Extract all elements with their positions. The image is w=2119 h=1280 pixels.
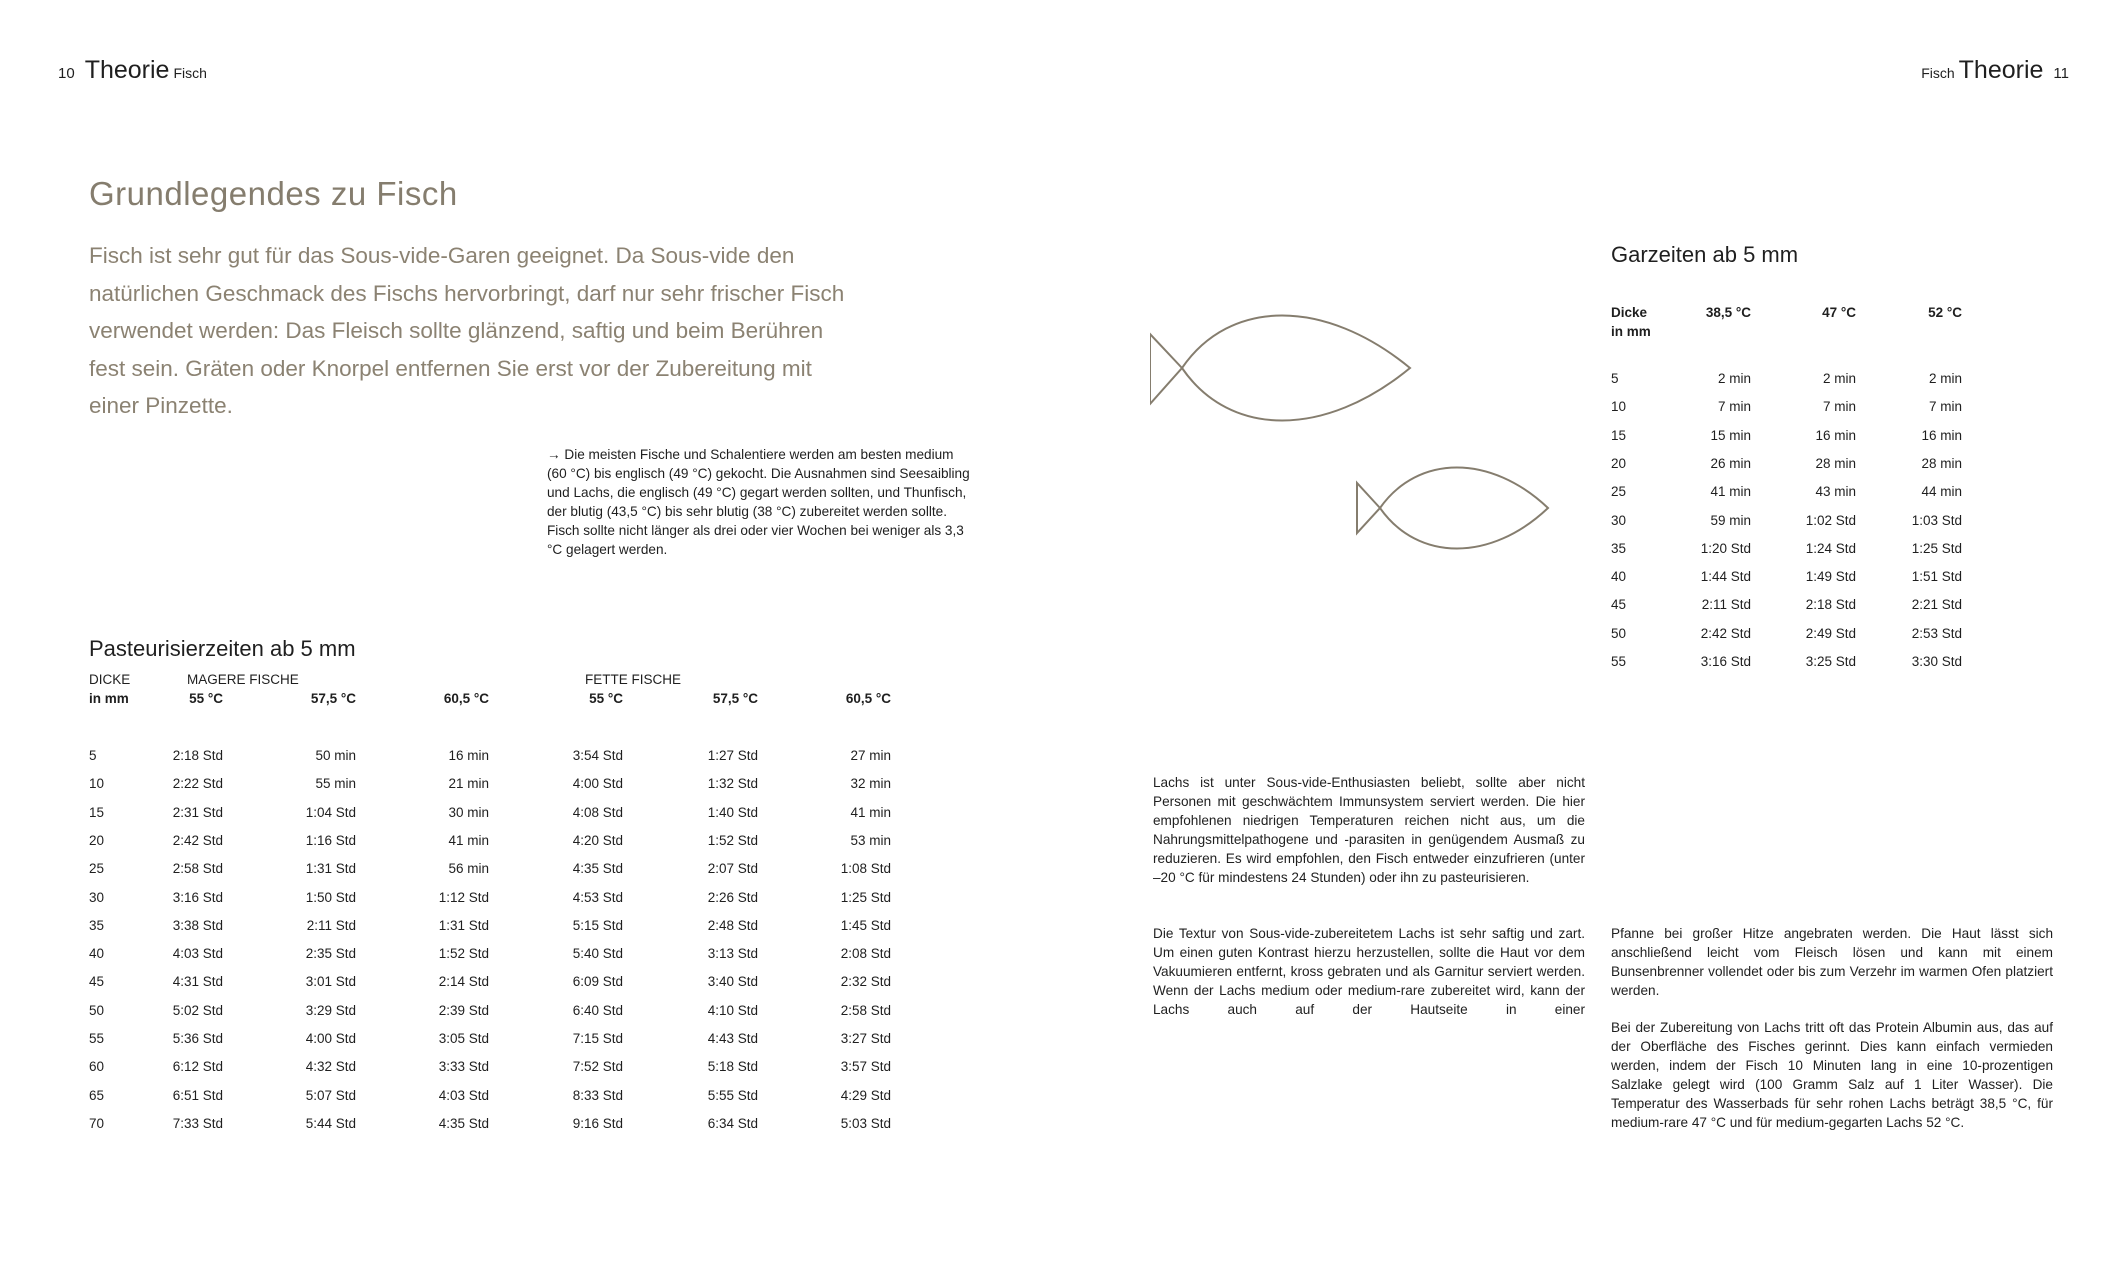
pasteurization-title: Pasteurisierzeiten ab 5 mm [89,636,356,661]
pasteurization-time-cell: 2:39 Std [438,1003,489,1018]
pasteurization-temp-header: 57,5 °C [310,691,356,706]
pasteurization-thickness-cell: 40 [89,946,105,961]
cooking-temp-header: 38,5 °C [1705,305,1751,320]
pasteurization-time-cell: 4:20 Std [572,833,623,848]
cooking-time-cell: 59 min [1710,513,1751,528]
cooking-temp-header: 47 °C [1822,305,1856,320]
pasteurization-thickness-cell: 10 [89,776,105,791]
pasteurization-time-cell: 4:29 Std [840,1088,891,1103]
pasteurization-group-fat: FETTE FISCHE [585,672,682,687]
pasteurization-time-cell: 41 min [850,805,891,820]
pasteurization-time-cell: 4:10 Std [707,1003,758,1018]
right-page-header [1921,56,2069,86]
pasteurization-time-cell: 32 min [850,776,891,791]
cooking-thickness-cell: 15 [1611,428,1627,443]
cooking-time-cell: 28 min [1921,456,1962,471]
pasteurization-thickness-cell: 25 [89,861,105,876]
page-number-right: 11 [2053,65,2069,82]
pasteurization-thickness-cell: 30 [89,890,105,905]
cooking-time-cell: 2:49 Std [1805,626,1856,641]
pasteurization-time-cell: 3:29 Std [305,1003,356,1018]
salmon-texture-paragraph: Die Textur von Sous-vide-zubereitetem Lachs ist sehr saftig und zart. Um einen guten Kontrast hierzu herzustellen, sollte die Haut vor dem Vakuumieren entfernt, kross gebraten und als Garnitur serviert werden. Wenn der Lachs medium oder medium-rare zubereitet wird, kann der Lachs auch auf der Hautseite in einer [1153,926,1585,1017]
pasteurization-thickness-cell: 55 [89,1031,105,1046]
cooking-time-cell: 2:21 Std [1911,597,1962,612]
cooking-time-cell: 2:18 Std [1805,597,1856,612]
pasteurization-temp-header: 60,5 °C [845,691,891,706]
pasteurization-time-cell: 5:44 Std [305,1116,356,1131]
cooking-time-cell: 43 min [1815,484,1856,499]
cooking-thickness-cell: 45 [1611,597,1627,612]
pasteurization-time-cell: 1:32 Std [707,776,758,791]
pasteurization-temp-header: 55 °C [189,691,223,706]
pasteurization-time-cell: 1:25 Std [840,890,891,905]
pasteurization-time-cell: 4:43 Std [707,1031,758,1046]
left-page-header [58,56,207,86]
salmon-safety-paragraph: Lachs ist unter Sous-vide-Enthusiasten beliebt, sollte aber nicht Personen mit geschwächtem Immunsystem serviert werden. Die hier empfohlenen niedrigen Temperaturen reichen nicht aus, um die Nahrungsmittelpathogene und -parasiten in genügendem Ausmaß zu reduzieren. Es wird empfohlen, den Fisch entweder einzufrieren (unter –20 °C für mindestens 24 Stunden) oder ihn zu pasteurisieren. [1153,775,1585,885]
pasteurization-time-cell: 6:40 Std [572,1003,623,1018]
pasteurization-time-cell: 2:35 Std [305,946,356,961]
cooking-time-cell: 3:30 Std [1911,654,1962,669]
pasteurization-time-cell: 4:31 Std [172,974,223,989]
pasteurization-group-lean: MAGERE FISCHE [187,672,299,687]
cooking-time-cell: 44 min [1921,484,1962,499]
cooking-time-cell: 15 min [1710,428,1751,443]
pasteurization-time-cell: 3:57 Std [840,1059,891,1074]
pasteurization-time-cell: 2:07 Std [707,861,758,876]
cooking-thickness-cell: 40 [1611,569,1627,584]
pasteurization-time-cell: 6:09 Std [572,974,623,989]
cooking-time-cell: 3:16 Std [1700,654,1751,669]
pasteurization-time-cell: 3:01 Std [305,974,356,989]
pasteurization-time-cell: 2:32 Std [840,974,891,989]
pasteurization-time-cell: 4:08 Std [572,805,623,820]
pasteurization-time-cell: 4:00 Std [572,776,623,791]
pasteurization-time-cell: 3:05 Std [438,1031,489,1046]
cooking-thickness-cell: 20 [1611,456,1627,471]
pasteurization-time-cell: 6:12 Std [172,1059,223,1074]
pasteurization-time-cell: 5:18 Std [707,1059,758,1074]
pasteurization-time-cell: 30 min [448,805,489,820]
cooking-time-cell: 2:42 Std [1700,626,1751,641]
pasteurization-thickness-cell: 20 [89,833,105,848]
pasteurization-time-cell: 50 min [315,748,356,763]
pasteurization-time-cell: 1:04 Std [305,805,356,820]
cooking-thickness-cell: 35 [1611,541,1627,556]
pasteurization-time-cell: 7:15 Std [572,1031,623,1046]
cooking-time-cell: 41 min [1710,484,1751,499]
cooking-time-cell: 16 min [1815,428,1856,443]
pasteurization-time-cell: 2:58 Std [840,1003,891,1018]
pasteurization-time-cell: 7:33 Std [172,1116,223,1131]
note-paragraph: → Die meisten Fische und Schalentiere werden am besten medium (60 °C) bis englisch (49 °C) gekocht. Die Ausnahmen sind Seesaibling und Lachs, die englisch (49 °C) gegart werden sollten, und Thunfisch, der blutig (43,5 °C) bis sehr blutig (38 °C) zubereitet werden sollte. Fisch sollte nicht länger als drei oder vier Wochen bei weniger als 3,3 °C gelagert werden. [547,447,970,557]
pasteurization-temp-header: 60,5 °C [443,691,489,706]
pasteurization-time-cell: 1:31 Std [305,861,356,876]
cooking-temp-header: 52 °C [1928,305,1962,320]
cooking-col-label: Dicke [1611,305,1648,320]
cooking-time-cell: 16 min [1921,428,1962,443]
pasteurization-time-cell: 1:08 Std [840,861,891,876]
pasteurization-thickness-cell: 15 [89,805,105,820]
running-subtitle-left: Fisch [173,65,207,81]
pasteurization-time-cell: 1:27 Std [707,748,758,763]
pasteurization-time-cell: 53 min [850,833,891,848]
pasteurization-time-cell: 5:40 Std [572,946,623,961]
pasteurization-time-cell: 5:07 Std [305,1088,356,1103]
pasteurization-time-cell: 2:26 Std [707,890,758,905]
albumin-paragraph: Bei der Zubereitung von Lachs tritt oft das Protein Albumin aus, das auf der Oberfläche des Fisches gerinnt. Dies kann einfach vermieden werden, indem der Fisch 10 Minuten lang in eine 10-prozentigen Salzlake gelegt wird (100 Gramm Salz auf 1 Liter Wasser). Die Temperatur des Wasserbads für sehr rohen Lachs beträgt 38,5 °C, für medium-rare 47 °C und für medium-gegarten Lachs 52 °C. [1611,1020,2053,1130]
pasteurization-thickness-cell: 45 [89,974,105,989]
fish-icon-small [1357,468,1548,549]
pasteurization-time-cell: 1:12 Std [438,890,489,905]
fish-icon-large [1150,316,1410,421]
pasteurization-time-cell: 4:32 Std [305,1059,356,1074]
pasteurization-time-cell: 2:18 Std [172,748,223,763]
pasteurization-time-cell: 1:52 Std [707,833,758,848]
pasteurization-time-cell: 4:35 Std [438,1116,489,1131]
pasteurization-time-cell: 1:52 Std [438,946,489,961]
pasteurization-time-cell: 56 min [448,861,489,876]
pasteurization-time-cell: 9:16 Std [572,1116,623,1131]
pasteurization-time-cell: 4:35 Std [572,861,623,876]
cooking-thickness-cell: 25 [1611,484,1627,499]
pasteurization-time-cell: 5:02 Std [172,1003,223,1018]
cooking-time-cell: 1:20 Std [1700,541,1751,556]
pasteurization-time-cell: 4:53 Std [572,890,623,905]
intro-paragraph: Fisch ist sehr gut für das Sous-vide-Garen geeignet. Da Sous-vide den natürlichen Geschmack des Fischs hervorbringt, darf nur sehr frischer Fisch verwendet werden: Das Fleisch sollte glänzend, saftig und beim Berühren fest sein. Gräten oder Knorpel entfernen Sie erst vor der Zubereitung mit einer Pinzette. [89,243,845,419]
cooking-time-cell: 2 min [1717,371,1751,386]
pasteurization-time-cell: 3:27 Std [840,1031,891,1046]
pasteurization-thickness-cell: 35 [89,918,105,933]
pasteurization-time-cell: 21 min [448,776,489,791]
pasteurization-time-cell: 2:58 Std [172,861,223,876]
page-number-left: 10 [58,65,75,82]
cooking-time-cell: 7 min [1822,399,1856,414]
pasteurization-temp-header: 57,5 °C [712,691,758,706]
pasteurization-time-cell: 16 min [448,748,489,763]
cooking-time-cell: 7 min [1717,399,1751,414]
cooking-title: Garzeiten ab 5 mm [1611,242,1799,267]
cooking-thickness-cell: 55 [1611,654,1627,669]
pasteurization-time-cell: 5:55 Std [707,1088,758,1103]
cooking-thickness-cell: 10 [1611,399,1627,414]
cooking-thickness-cell: 50 [1611,626,1627,641]
pasteurization-time-cell: 6:51 Std [172,1088,223,1103]
pasteurization-thickness-cell: 5 [89,748,97,763]
cooking-thickness-cell: 5 [1611,371,1619,386]
pasteurization-time-cell: 3:13 Std [707,946,758,961]
cooking-time-cell: 1:02 Std [1805,513,1856,528]
pasteurization-time-cell: 4:03 Std [172,946,223,961]
cooking-time-cell: 1:51 Std [1911,569,1962,584]
cooking-time-cell: 3:25 Std [1805,654,1856,669]
pasteurization-time-cell: 3:16 Std [172,890,223,905]
pasteurization-thickness-cell: 70 [89,1116,105,1131]
pasteurization-time-cell: 4:03 Std [438,1088,489,1103]
fish-icon [1150,310,1420,430]
cooking-col-unit: in mm [1611,324,1651,339]
pasteurization-time-cell: 6:34 Std [707,1116,758,1131]
cooking-time-cell: 2 min [1928,371,1962,386]
running-title-left: Theorie [84,56,170,84]
pasteurization-time-cell: 3:54 Std [572,748,623,763]
pasteurization-time-cell: 2:31 Std [172,805,223,820]
pan-continue-paragraph: Pfanne bei großer Hitze angebraten werden. Die Haut lässt sich anschließend leicht vom Fleisch lösen und kann mit einem Bunsenbrenner vollendet oder bis zum Verzehr im warmen Ofen platziert werden. [1611,926,2053,998]
cooking-time-cell: 1:44 Std [1700,569,1751,584]
pasteurization-col-unit: in mm [89,691,129,706]
pasteurization-time-cell: 1:50 Std [305,890,356,905]
pasteurization-time-cell: 2:42 Std [172,833,223,848]
cooking-time-cell: 1:25 Std [1911,541,1962,556]
cooking-time-cell: 7 min [1928,399,1962,414]
cooking-time-cell: 1:03 Std [1911,513,1962,528]
running-title-right: Theorie [1958,56,2044,84]
cooking-time-cell: 1:24 Std [1805,541,1856,556]
pasteurization-time-cell: 1:40 Std [707,805,758,820]
cooking-time-cell: 2 min [1822,371,1856,386]
pasteurization-time-cell: 1:16 Std [305,833,356,848]
cooking-time-cell: 2:53 Std [1911,626,1962,641]
pasteurization-time-cell: 55 min [315,776,356,791]
pasteurization-temp-header: 55 °C [589,691,623,706]
pasteurization-time-cell: 4:00 Std [305,1031,356,1046]
running-subtitle-right: Fisch [1921,65,1955,81]
pasteurization-time-cell: 2:08 Std [840,946,891,961]
cooking-time-cell: 28 min [1815,456,1856,471]
pasteurization-time-cell: 8:33 Std [572,1088,623,1103]
pasteurization-time-cell: 3:33 Std [438,1059,489,1074]
pasteurization-time-cell: 27 min [850,748,891,763]
pasteurization-time-cell: 2:11 Std [306,918,356,933]
pasteurization-time-cell: 3:38 Std [172,918,223,933]
cooking-thickness-cell: 30 [1611,513,1627,528]
cooking-time-cell: 2:11 Std [1701,597,1751,612]
pasteurization-col-label: DICKE [89,672,131,687]
pasteurization-time-cell: 5:03 Std [840,1116,891,1131]
fish-icon [1356,462,1552,552]
cooking-time-cell: 1:49 Std [1805,569,1856,584]
pasteurization-time-cell: 2:14 Std [438,974,489,989]
chapter-title: Grundlegendes zu Fisch [89,175,458,212]
pasteurization-time-cell: 41 min [448,833,489,848]
cooking-time-cell: 26 min [1710,456,1751,471]
pasteurization-time-cell: 7:52 Std [572,1059,623,1074]
pasteurization-time-cell: 2:22 Std [172,776,223,791]
pasteurization-time-cell: 5:15 Std [572,918,623,933]
pasteurization-time-cell: 1:45 Std [840,918,891,933]
pasteurization-time-cell: 3:40 Std [707,974,758,989]
pasteurization-thickness-cell: 50 [89,1003,105,1018]
pasteurization-time-cell: 1:31 Std [438,918,489,933]
pasteurization-time-cell: 2:48 Std [707,918,758,933]
pasteurization-time-cell: 5:36 Std [172,1031,223,1046]
pasteurization-thickness-cell: 65 [89,1088,105,1103]
pasteurization-thickness-cell: 60 [89,1059,105,1074]
